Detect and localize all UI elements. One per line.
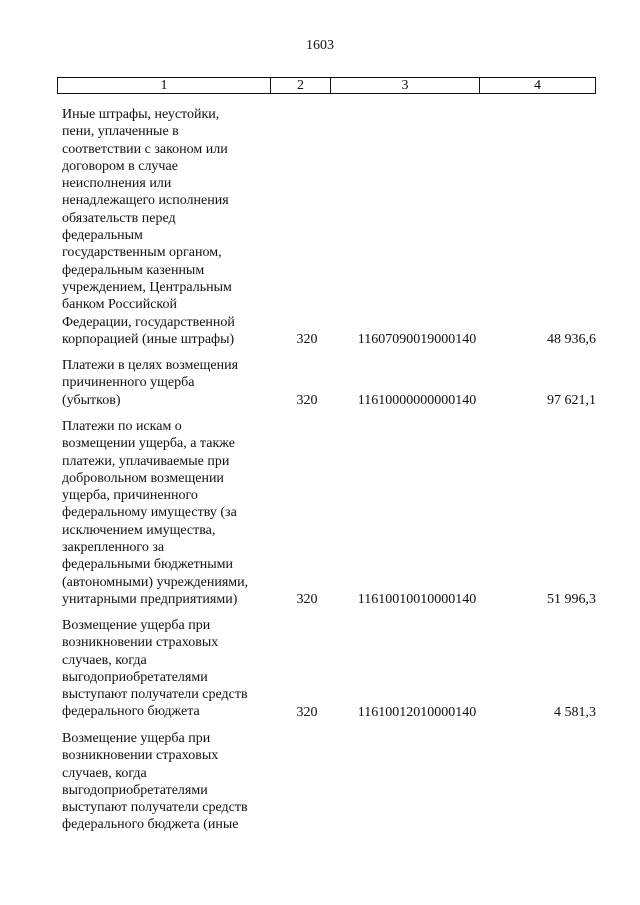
- row-description: Платежи в целях возмещения причиненного ущерба (убытков): [62, 358, 239, 408]
- table-row: [57, 418, 596, 608]
- row-description: Возмещение ущерба при возникновении страховых случаев, когда выгодоприобретателями выступают получатели средств федерального бюджета: [62, 618, 248, 720]
- row-sum: 51 996,3: [547, 591, 596, 607]
- row-kbk: 11610000000000140: [357, 392, 477, 408]
- row-sum: 4 581,3: [554, 704, 596, 720]
- row-kbk: 11610012010000140: [357, 704, 477, 720]
- row-sum: 48 936,6: [547, 331, 596, 347]
- table-row: [57, 357, 596, 409]
- row-kbk: 11607090019000140: [357, 331, 477, 347]
- row-description: Возмещение ущерба при возникновении страховых случаев, когда выгодоприобретателями выступают получатели средств федерального бюджета (иные: [62, 731, 248, 833]
- table-row: [57, 617, 596, 721]
- page-number: 1603: [306, 38, 334, 53]
- header-col-2: 2: [271, 78, 331, 93]
- header-col-4: 4: [534, 78, 541, 93]
- row-kbk: 11610010010000140: [357, 591, 477, 607]
- table-row: [57, 730, 596, 834]
- header-col-1: 1: [58, 78, 271, 93]
- row-code: 320: [296, 392, 318, 408]
- table-row: [57, 106, 596, 348]
- row-code: 320: [296, 704, 318, 720]
- row-description: Платежи по искам о возмещении ущерба, а также платежи, уплачиваемые при добровольном возмещении ущерба, причиненного федеральному имуществу (за исключением имущества, закрепленного за федеральными бюджетными (автономными) учреждениями, унитарными предприятиями): [62, 419, 249, 607]
- row-code: 320: [296, 331, 318, 347]
- table-header: [57, 77, 596, 94]
- row-description: Иные штрафы, неустойки, пени, уплаченные в соответствии с законом или договором в случае неисполнения или ненадлежащего исполнения обязательств перед федеральным государственным органом, федеральным казенным учреждением, Центральным банком Российской Федерации, государственной корпорацией (иные штрафы): [62, 107, 235, 347]
- header-col-3: 3: [331, 78, 480, 93]
- row-code: 320: [296, 591, 318, 607]
- row-sum: 97 621,1: [547, 392, 596, 408]
